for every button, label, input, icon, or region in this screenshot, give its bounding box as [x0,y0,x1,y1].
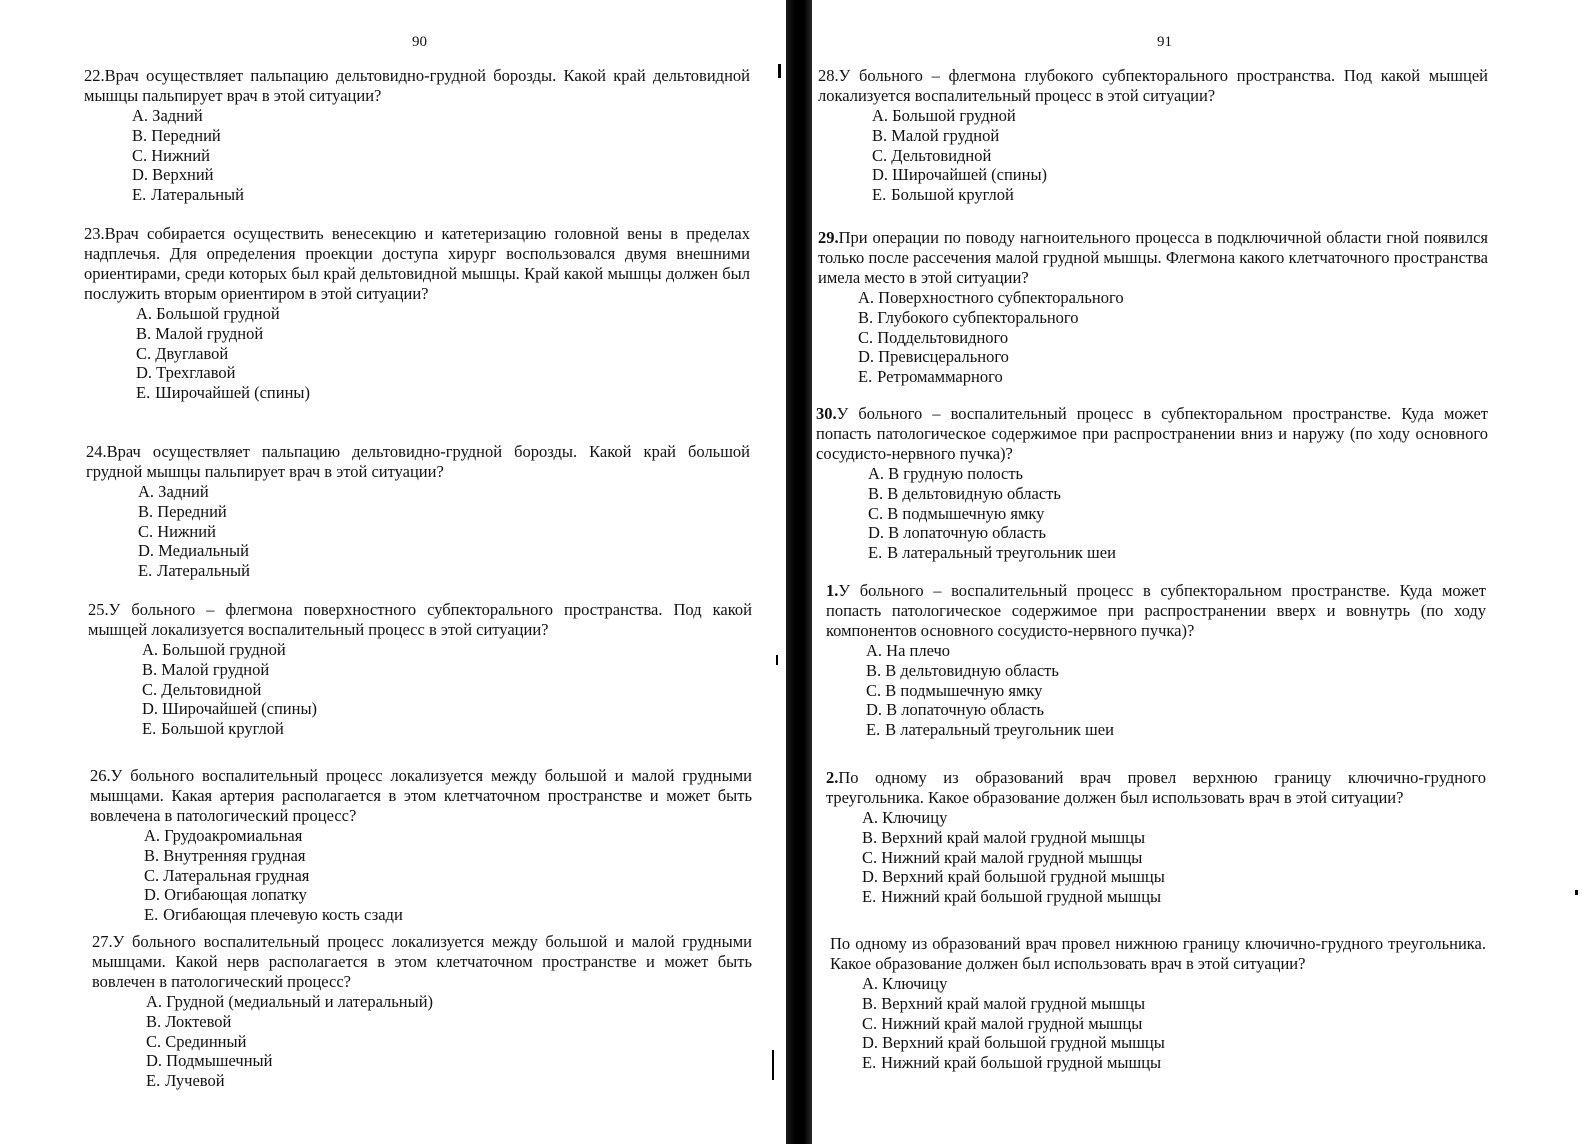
option-b: B. Верхний край малой грудной мышцы [862,993,1146,1013]
question-30 [816,404,1488,563]
question-number: 23. [84,224,105,243]
book-gutter-shadow [786,0,812,1144]
option-e: E. Нижний край большой грудной мышцы [862,1053,1162,1073]
option-a: A. Поверхностного субпекторального [858,288,1124,307]
option-a: A. Ключицу [862,808,948,827]
option-d: D. Превисцерального [858,347,1009,367]
option-a: A. На плечо [866,641,951,660]
option-e: E. Латеральный [132,185,244,205]
option-d: D. В лопаточную область [868,523,1047,543]
option-b: B. Верхний край малой грудной мышцы [862,827,1146,847]
question-text: У больного воспалительный процесс локализуется между большой и малой грудными мышцами. Какой нерв располагается в этом клетчаточном пространстве и может быть вовлечен в патологический процесс? [92,932,752,991]
question-23 [84,224,750,403]
option-b: B. Внутренняя грудная [144,845,306,865]
answer-options [866,641,1486,740]
option-d: D. Огибающая лопатку [144,885,307,905]
option-c: C. Дельтовидной [142,679,262,699]
option-b: B. Локтевой [146,1011,232,1031]
option-c: C. Нижний [138,521,216,541]
option-d: D. Подмышечный [146,1051,273,1071]
question-number: 26. [90,766,111,785]
option-e: E. Лучевой [146,1071,225,1091]
option-c: C. Нижний край малой грудной мышцы [862,1013,1143,1033]
option-a: A. Ключицу [862,974,948,993]
question-29 [818,228,1488,387]
option-b: B. В дельтовидную область [868,483,1061,503]
option-d: D. Верхний [132,165,214,185]
option-c: C. Дельтовидной [872,145,992,165]
question-text: У больного воспалительный процесс локализуется между большой и малой грудными мышцами. Какая артерия располагается в этом клетчаточном пространстве и может быть вовлечена в патологический процесс? [90,766,752,825]
answer-options [862,974,1486,1073]
answer-options [144,826,752,925]
option-a: A. Большой грудной [142,640,286,659]
option-b: B. Малой грудной [872,125,1000,145]
answer-options [858,288,1488,387]
question-number: 24. [86,442,107,461]
answer-options [872,106,1488,205]
answer-options [146,992,752,1091]
option-e: E. Широчайшей (спины) [136,383,310,403]
question-number: 25. [88,600,109,619]
option-d: D. Широчайшей (спины) [142,699,318,719]
option-d: D. Верхний край большой грудной мышцы [862,1033,1165,1053]
option-d: D. Трехглавой [136,363,236,383]
option-c: C. В подмышечную ямку [866,680,1043,700]
option-a: A. Грудоакромиальная [144,826,303,845]
answer-options [136,304,750,403]
option-d: D. Широчайшей (спины) [872,165,1048,185]
option-a: A. Задний [138,482,209,501]
question-text: У больного – флегмона глубокого субпекторального пространства. Под какой мышцей локализуется воспалительный процесс в этой ситуации? [818,66,1488,105]
answer-options [138,482,750,581]
option-b: B. Передний [132,125,221,145]
question-32 [826,768,1486,907]
option-d: D. В лопаточную область [866,700,1045,720]
answer-options [132,106,750,205]
option-c: C. В подмышечную ямку [868,503,1045,523]
question-number: 30. [816,404,837,423]
question-25 [88,600,752,739]
question-22 [84,66,750,205]
question-number: 27. [92,932,113,951]
option-c: C. Нижний край малой грудной мышцы [862,847,1143,867]
question-31 [826,581,1486,740]
question-28 [818,66,1488,205]
option-e: E. Латеральный [138,561,250,581]
question-number: 22. [84,66,105,85]
question-text: По одному из образований врач провел верхнюю границу ключично-грудного треугольника. Какое образование должен был использовать врач в этой ситуации? [826,768,1486,807]
option-b: B. Передний [138,501,227,521]
answer-options [868,464,1488,563]
page-number: 91 [1157,34,1172,50]
option-e: E. Большой круглой [142,719,284,739]
option-b: B. Малой грудной [136,323,264,343]
option-c: C. Нижний [132,145,210,165]
option-b: B. Глубокого субпекторального [858,307,1079,327]
question-number: 1. [826,581,839,600]
option-c: C. Срединный [146,1031,247,1051]
left-page [0,0,790,1144]
option-d: D. Медиальный [138,541,249,561]
question-text: У больного – воспалительный процесс в субпекторальном пространстве. Куда может попасть патологическое содержимое при распространении вверх и вовнутрь (по ходу компонентов основного сосудисто-нервного пучка)? [826,581,1486,640]
answer-options [142,640,752,739]
question-27 [92,932,752,1091]
answer-options [862,808,1486,907]
option-e: E. В латеральный треугольник шеи [868,543,1116,563]
option-b: B. В дельтовидную область [866,660,1059,680]
option-c: C. Двуглавой [136,343,229,363]
option-b: B. Малой грудной [142,659,270,679]
question-33 [830,934,1486,1073]
option-a: A. Грудной (медиальный и латеральный) [146,992,434,1011]
option-e: E. Огибающая плечевую кость сзади [144,905,403,925]
option-a: A. Большой грудной [136,304,280,323]
question-text: Врач собирается осуществить венесекцию и катетеризацию головной вены в пределах надплечья. Для определения проекции доступа хирург воспользовался двумя внешними ориентирами, среди которых был край дельтовидной мышцы. Край какой мышцы должен был послужить вторым ориентиром в этой ситуации? [84,224,750,303]
option-c: C. Латеральная грудная [144,865,310,885]
question-text: У больного – флегмона поверхностного субпекторального пространства. Под какой мышцей локализуется воспалительный процесс в этой ситуации? [88,600,752,639]
option-a: A. В грудную полость [868,464,1024,483]
option-c: C. Поддельтовидного [858,327,1009,347]
question-24 [86,442,750,581]
right-page [812,0,1593,1144]
question-text: Врач осуществляет пальпацию дельтовидно-грудной борозды. Какой край дельтовидной мышцы пальпирует врач в этой ситуации? [84,66,750,105]
question-26 [90,766,752,925]
question-text: У больного – воспалительный процесс в субпекторальном пространстве. Куда может попасть патологическое содержимое при распространении вниз и наружу (по ходу основного сосудисто-нервного пучка)? [816,404,1488,463]
scan-speck [778,64,781,78]
option-a: A. Задний [132,106,203,125]
option-e: E. Большой круглой [872,185,1014,205]
question-number: 2. [826,768,839,787]
option-e: E. Ретромаммарного [858,367,1003,387]
question-text: По одному из образований врач провел нижнюю границу ключично-грудного треугольника. Какое образование должен был использовать врач в этой ситуации? [830,934,1486,973]
page-number: 90 [412,34,427,50]
option-d: D. Верхний край большой грудной мышцы [862,867,1165,887]
option-e: E. В латеральный треугольник шеи [866,720,1114,740]
option-a: A. Большой грудной [872,106,1016,125]
question-number: 28. [818,66,839,85]
question-text: При операции по поводу нагноительного процесса в подключичной области гной появился только после рассечения малой грудной мышцы. Флегмона какого клетчаточного пространства имела место в этой ситуации? [818,228,1488,287]
scan-speck [772,1050,774,1080]
question-number: 29. [818,228,839,247]
question-text: Врач осуществляет пальпацию дельтовидно-грудной борозды. Какой край большой грудной мышцы пальпирует врач в этой ситуации? [86,442,750,481]
option-e: E. Нижний край большой грудной мышцы [862,887,1162,907]
scan-speck [776,655,778,665]
